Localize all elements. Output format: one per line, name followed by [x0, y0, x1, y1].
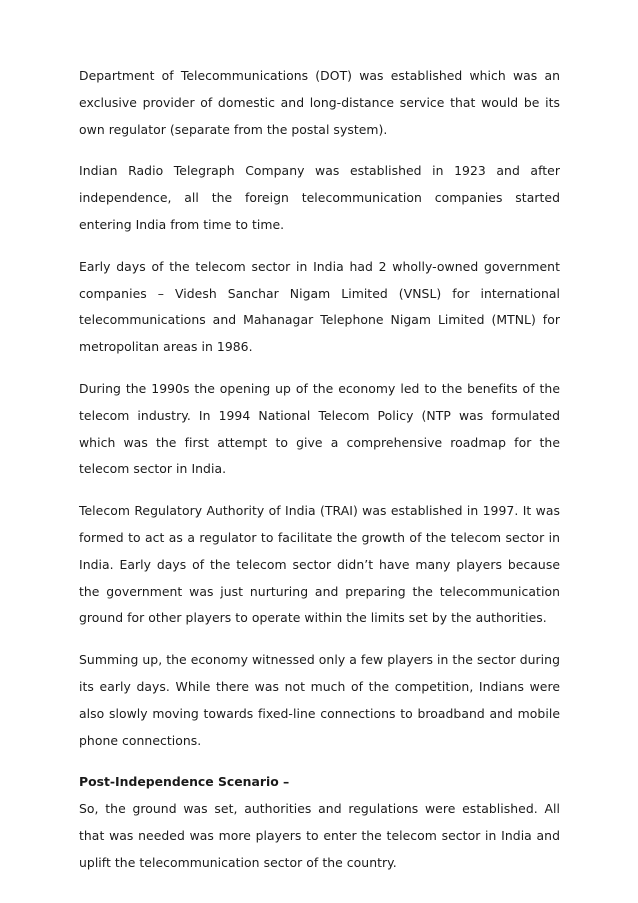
paragraph-early-days: Early days of the telecom sector in India had 2 wholly-owned government companies – Videsh Sanchar Nigam Limited (VNSL) for international telecommunications and Mahanagar Telephone Nigam Limited (MTNL) for metropolitan areas in 1986.	[79, 258, 560, 355]
paragraph-post-independence: So, the ground was set, authorities and regulations were established. All that was needed was more players to enter the telecom sector in India and uplift the telecommunication sector of the country.	[79, 801, 560, 870]
paragraph-trai: Telecom Regulatory Authority of India (TRAI) was established in 1997. It was formed to act as a regulator to facilitate the growth of the telecom sector in India. Early days of the telecom sector didn’t have many players because the government was just nurturing and preparing the telecommunication ground for other players to operate within the limits set by the authorities.	[79, 503, 560, 626]
document-page	[79, 63, 560, 892]
section-heading: Post-Independence Scenario –	[79, 774, 290, 790]
paragraph-dot: Department of Telecommunications (DOT) was established which was an exclusive provider of domestic and long-distance service that would be its own regulator (separate from the postal system).	[79, 68, 560, 137]
paragraph-summing-up: Summing up, the economy witnessed only a few players in the sector during its early days. While there was not much of the competition, Indians were also slowly moving towards fixed-line connections to broadband and mobile phone connections.	[79, 652, 560, 748]
paragraph-radio-telegraph: Indian Radio Telegraph Company was established in 1923 and after independence, all the foreign telecommunication companies started entering India from time to time.	[79, 163, 560, 232]
paragraph-1990s: During the 1990s the opening up of the economy led to the benefits of the telecom industry. In 1994 National Telecom Policy (NTP was formulated which was the first attempt to give a comprehensive roadmap for the telecom sector in India.	[79, 380, 560, 477]
